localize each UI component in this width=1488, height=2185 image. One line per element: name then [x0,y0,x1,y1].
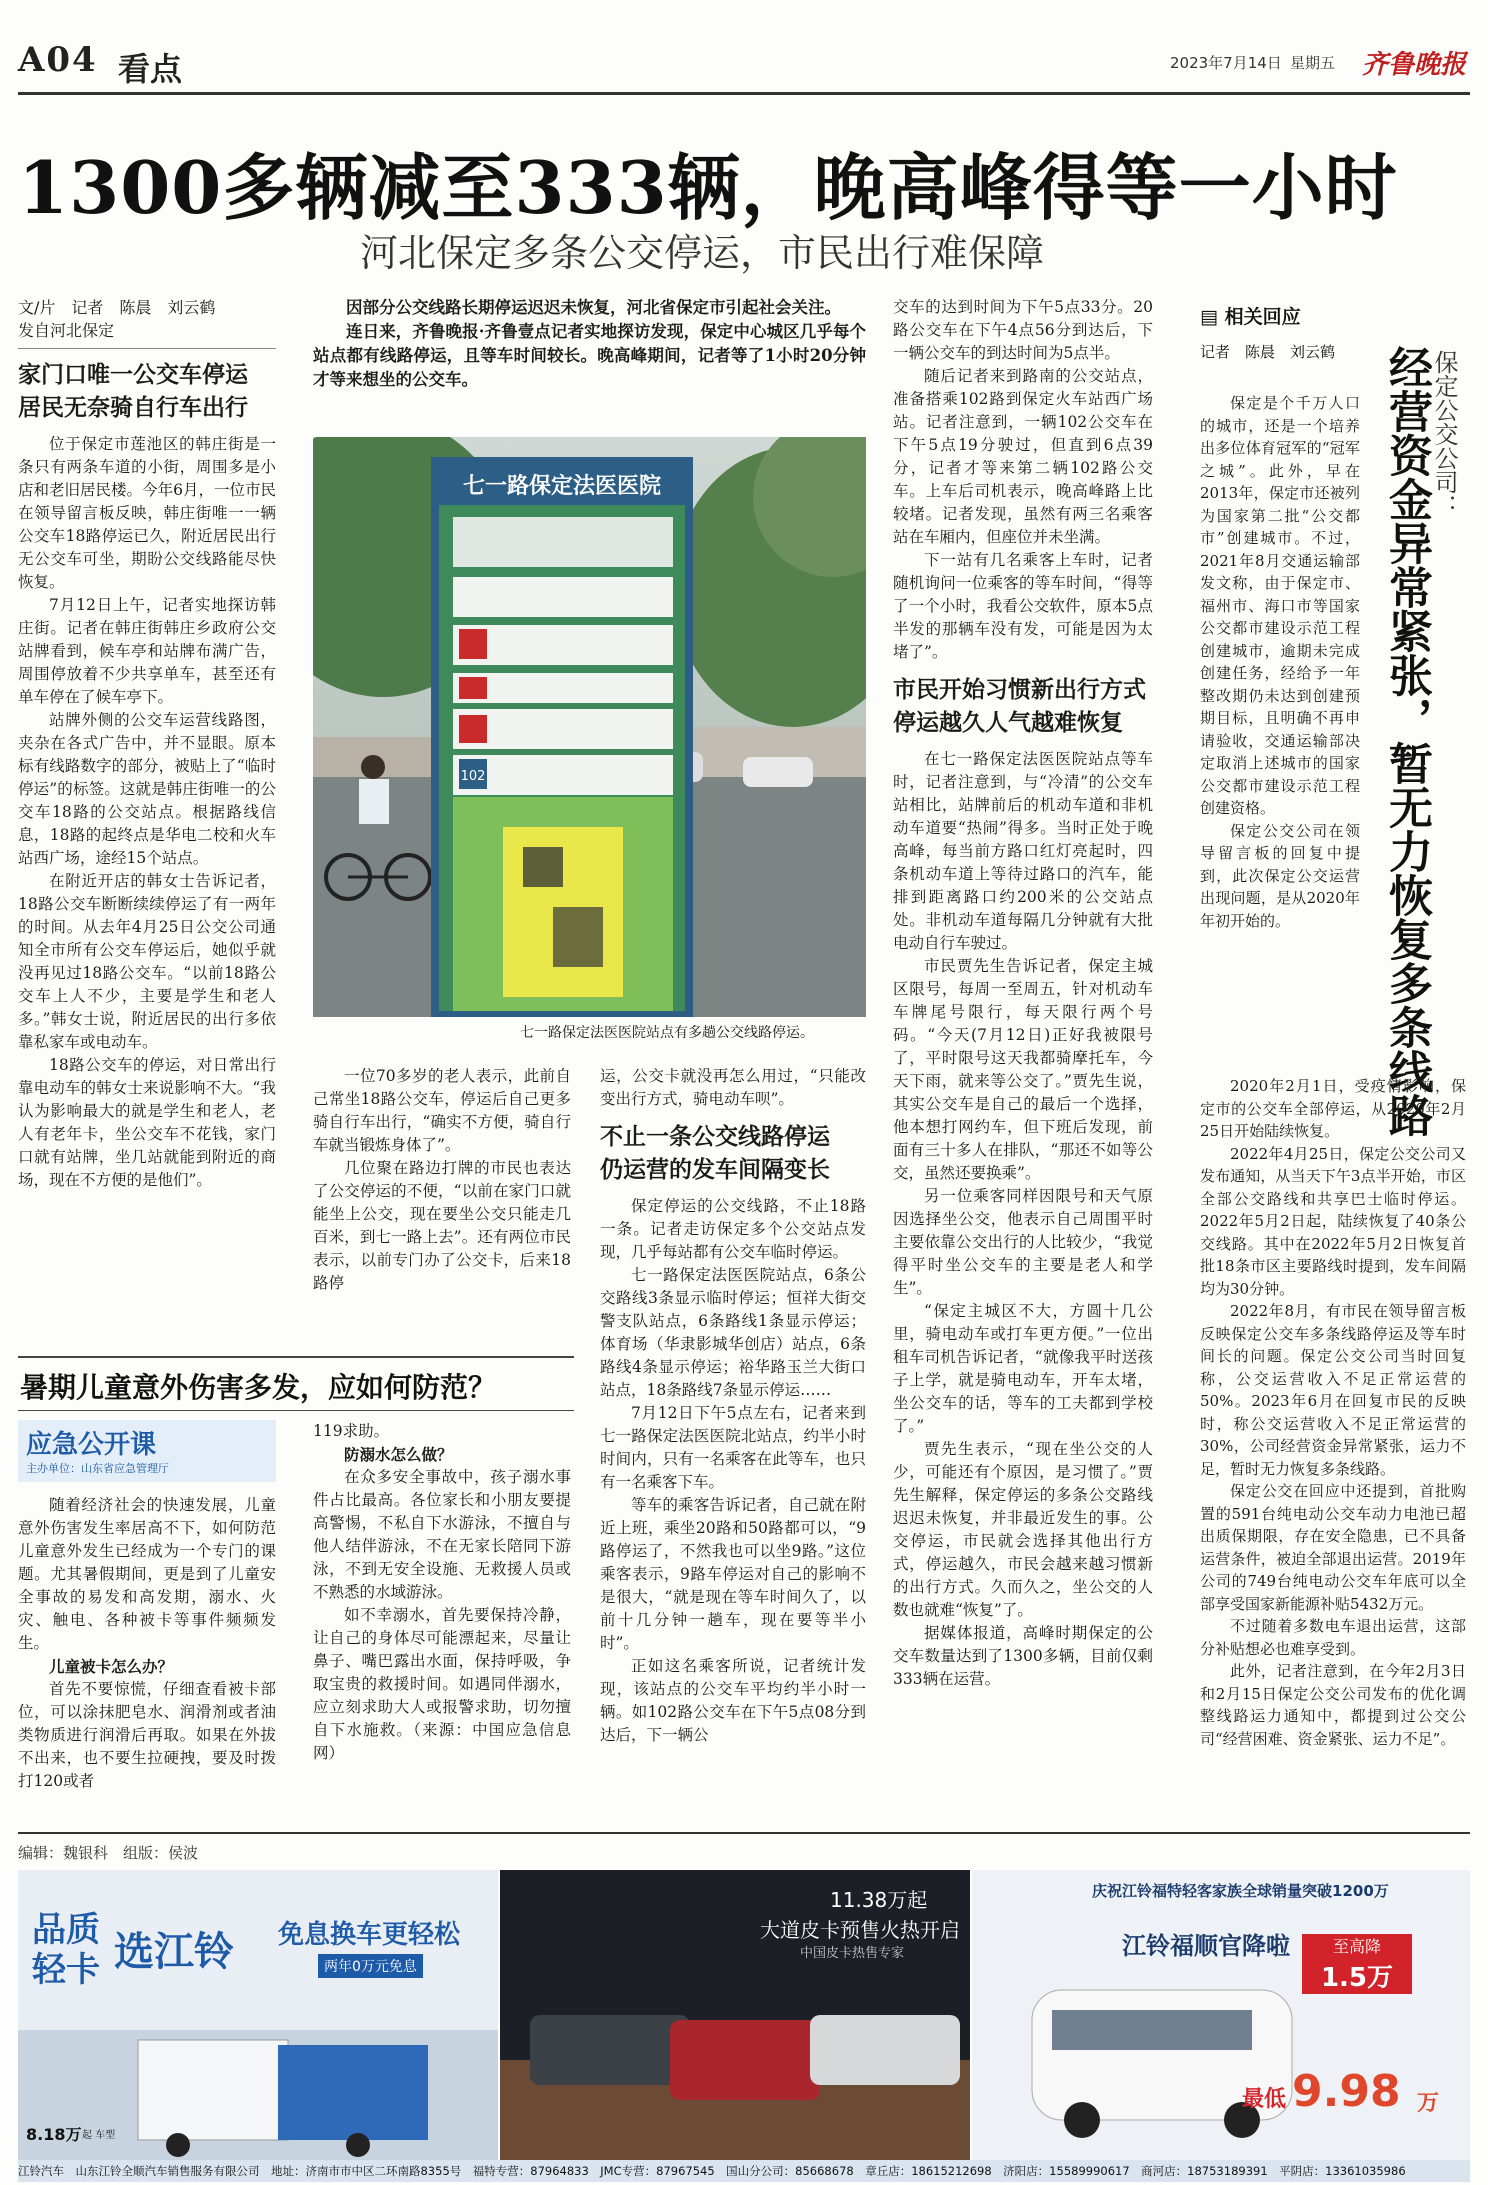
paragraph: 7月12日上午，记者实地探访韩庄街。记者在韩庄街韩庄乡政府公交站牌看到，候车亭和站牌布满广告，周围停放着不少共享单车，甚至还有单车停在了候车亭下。 [18,596,276,706]
paragraph: 2022年4月25日，保定公交公司又发布通知，从当天下午3点半开始，市区全部公交路线和共享巴士临时停运。2022年5月2日起，陆续恢复了40条公交线路。其中在2022年5月2日恢复首批18条市区主要路线时提到，发车间隔均为30分钟。 [1200,1144,1466,1298]
related-wide-column [1200,1075,1466,1750]
column-2 [313,1065,571,1295]
column-4 [893,296,1153,1691]
paragraph: 2020年2月1日，受疫情影响，保定市的公交车全部停运，从2020年2月25日开始陆续恢复。 [1200,1077,1466,1140]
issue-weekday: 星期五 [1290,54,1336,72]
safety-left-column [18,1494,276,1793]
paragraph: 位于保定市莲池区的韩庄街是一条只有两条车道的小街，周围多是小店和老旧居民楼。今年6月，一位市民在领导留言板反映，韩庄街唯一一辆公交车18路停运已久，附近居民出行无公交车可坐，期盼公交线路能尽快恢复。 [18,435,276,591]
related-title: 经营资金异常紧张，暂无力恢复多条线路 [1381,345,1432,1137]
footer-rule [18,1832,1470,1834]
paragraph: 随后记者来到路南的公交站点，准备搭乘102路到保定火车站西广场站。记者注意到，一辆102公交车在下午5点19分驶过，但直到6点39分，记者才等来第二辆102路公交车。上车后司机表示，晚高峰路上比较堵。记者发现，虽然有两三名乘客站在车厢内，但座位并未坐满。 [893,367,1153,546]
badge-title: 应急公开课 [26,1430,157,1460]
ad-discount-badge: 至高降 1.5万 [1302,1934,1412,1994]
ad-slogan: 轻卡 [32,1950,100,1990]
ad-price: 11.38万起 [830,1888,928,1912]
paragraph: 下一站有几名乘客上车时，记者随机询问一位乘客的等车时间，“得等了一个小时，我看公交软件，原本5点半发的那辆车没有发，可能是因为太堵了”。 [893,551,1153,661]
bus-stop-photo [313,437,866,1017]
paragraph: 另一位乘客同样因限号和天气原因选择坐公交，他表示自己周围平时主要依靠公交出行的人比较少，“我觉得平时坐公交车的主要是老人和学生”。 [893,1187,1153,1297]
paragraph: 在附近开店的韩女士告诉记者，18路公交车断断续续停运了有一两年的时间。从去年4月25日公交公司通知全市所有公交车停运后，她似乎就没再见过18路公交车。“以前18路公交车上人不少，主要是学生和老人多。”韩女士说，附近居民的出行多依靠私家车或电动车。 [18,872,276,1051]
paragraph: “保定主城区不大，方圆十几公里，骑电动车或打车更方便。”一位出租车司机告诉记者，“就像我平时送孩子上学，就是骑电动车，开车太堵，坐公交车的话，等车的工夫都到学校了。” [893,1302,1153,1435]
byline-location: 发自河北保定 [18,321,115,340]
ad-dealer-bar: 江铃汽车 山东江铃全顺汽车销售服务有限公司 地址：济南市市中区二环南路8355号 福特专营：87964833 JMC专营：87967545 国山分公司：85668678 章丘店：18615212698 济阳店：15589990617 商河店：18753189391 平阴店：13361035986 [18,2160,1470,2182]
related-label: ▤ 相关回应 [1200,306,1301,328]
paragraph: 正如这名乘客所说，记者统计发现，该站点的公交车平均约半小时一辆。如102路公交车在下午5点08分到达后，下一辆公 [600,1657,866,1744]
paragraph: 保定公交在回应中还提到，首批购置的591台纯电动公交车动力电池已超出质保期限，存在安全隐患，已不具备运营条件，被迫全部退出运营。2019年公司的749台纯电动公交车年底可以全部享受国家新能源补贴5432万元。 [1200,1482,1466,1613]
column-1 [18,296,276,1192]
badge-sponsor: 主办单位：山东省应急管理厅 [26,1462,169,1475]
related-narrow-column [1200,392,1360,932]
paragraph: 随着经济社会的快速发展，儿童意外伤害发生率居高不下，如何防范儿童意外发生已经成为一个专门的课题。尤其暑假期间，更是到了儿童安全事故的易发和高发期，溺水、火灾、触电、各种被卡等事件频频发生。 [18,1496,276,1652]
paragraph: 七一路保定法医医院站点，6条公交路线3条显示临时停运；恒祥大街交警支队站点，6条路线1条显示停运；体育场（华隶影城华创店）站点，6条路线4条显示停运；裕华路玉兰大街口站点，18条路线7条显示停运…… [600,1266,866,1399]
paragraph: 18路公交车的停运，对日常出行靠电动车的韩女士来说影响不大。“我认为影响最大的就是学生和老人，老人有老年卡，坐公交车不花钱，家门口就有站牌，坐几站就能到附近的商场，现在不方便的是他们”。 [18,1056,276,1189]
related-byline: 记者 陈晨 刘云鹤 [1200,343,1336,361]
subheadline: 河北保定多条公交停运，市民出行难保障 [360,231,1045,275]
paragraph: 不过随着多数电车退出运营，这部分补贴想必也难享受到。 [1200,1617,1466,1658]
paragraph: 几位聚在路边打牌的市民也表达了公交停运的不便，“以前在家门口就能坐上公交，现在要坐公交只能走几百米，到七一路上去”。还有两位市民表示，以前专门办了公交卡，后来18路停 [313,1159,571,1292]
ad-price-note: 起 车型 [82,2130,116,2141]
paragraph: 在七一路保定法医医院站点等车时，记者注意到，与“冷清”的公交车站相比，站牌前后的机动车道和非机动车道要“热闹”得多。当时正处于晚高峰，每当前方路口红灯亮起时，四条机动车道上等待过路口的汽车，能排到距离路口约200米的公交站点处。非机动车道每隔几分钟就有大批电动自行车驶过。 [893,750,1153,952]
ad-price: 8.18万 [26,2125,82,2144]
ad-slogan: 选江铃 [114,1929,234,1975]
ad-slogan: 品质 [32,1910,100,1950]
paragraph: 一位70多岁的老人表示，此前自己常坐18路公交车，停运后自己更多骑自行车出行，“确实不方便，骑自行车就当锻炼身体了”。 [313,1067,571,1154]
paragraph: 2022年8月，有市民在领导留言板反映保定公交车多条线路停运及等车时间长的问题。保定公交公司当时回复称，公交运营收入不足正常运营的50%。2023年6月在回复市民的反映时，称公交运营收入不足正常运营的30%，公司经营资金异常紧张，运力不足，暂时无力恢复多条线路。 [1200,1302,1466,1478]
paragraph: 此外，记者注意到，在今年2月3日和2月15日保定公交公司发布的优化调整线路运力通知中，都提到过公交公司“经营困难、资金紧张、运力不足”。 [1200,1662,1466,1748]
paragraph: 贾先生表示，“现在坐公交的人少，可能还有个原因，是习惯了。”贾先生解释，保定停运的多条公交路线迟迟未恢复，并非最近发生的事。公交停运，市民就会选择其他出行方式，停运越久，市民会越来越习惯新的出行方式。久而久之，坐公交的人数也就难“恢复”了。 [893,1440,1153,1619]
paragraph: 保定停运的公交线路，不止18路一条。记者走访保定多个公交站点发现，几乎每站都有公交车临时停运。 [600,1197,866,1261]
ad-jmc-truck[interactable] [18,1870,498,2160]
ad-unit: 万 [1417,2091,1440,2116]
paragraph-continued: 运，公交卡就没再怎么用过，“只能改变出行方式，骑电动车呗”。 [600,1067,866,1108]
paragraph: 首先不要惊慌，仔细查看被卡部位，可以涂抹肥皂水、润滑剂或者油类物质进行润滑后再取。如果在外拔不出来，也不要生拉硬拽，要及时拨打120或者 [18,1680,276,1790]
header-rule [18,92,1470,95]
related-prefix: 保定公交公司： [1430,350,1458,518]
section-subtitle-3: 不止一条公交线路停运 仍运营的发车间隔变长 [600,1124,830,1183]
paragraph: 市民贾先生告诉记者，保定主城区限号，每周一至周五，针对机动车车牌尾号限行，每天限行两个号码。“今天(7月12日)正好我被限号了，平时限号这天我都骑摩托车，今天下雨，就来等公交了。”贾先生说，其实公交车是自己的最后一个选择，他本想打网约车，但下班后发现，前面有三十多人在排队，“那还不如等公交，虽然还要换乘”。 [893,957,1153,1182]
ad-brand: 江铃福顺官降啦 [1122,1932,1290,1960]
photo-caption: 七一路保定法医医院站点有多趟公交线路停运。 [520,1025,814,1041]
ad-pickup[interactable] [500,1870,970,2160]
related-icon: ▤ [1200,306,1218,328]
paragraph-continued: 交车的达到时间为下午5点33分。20路公交车在下午4点56分到达后，下一辆公交车的到达时间为5点半。 [893,298,1153,362]
ad-low-label: 最低 [1242,2087,1287,2112]
ad-slogan: 中国皮卡热售专家 [800,1946,905,1961]
page-number: A04 [18,40,98,80]
question-heading: 儿童被卡怎么办？ [49,1657,174,1676]
ad-ford-van[interactable] [972,1870,1470,2160]
divider [18,348,276,349]
ad-headline: 庆祝江铃福特轻客家族全球销量突破1200万 [1092,1882,1389,1900]
ad-slogan: 免息换车更轻松 [278,1920,461,1950]
paper-logo: 齐鲁晚报 [1362,50,1467,80]
bus-stop-sign [431,457,693,1017]
paragraph: 据媒体报道，高峰时期保定的公交车数量达到了1300多辆，目前仅剩333辆在运营。 [893,1624,1153,1688]
paragraph: 站牌外侧的公交车运营线路图，夹杂在各式广告中，并不显眼。原本标有线路数字的部分，被贴上了“临时停运”的标签。这就是韩庄街唯一的公交车18路的公交站点。根据路线信息，18路的起终点是华电二校和火车站西广场，途经15个站点。 [18,711,276,867]
question-heading: 防溺水怎么做？ [344,1445,453,1464]
paragraph: 如不幸溺水，首先要保持冷静，让自己的身体尽可能漂起来，尽量让鼻子、嘴巴露出水面，保持呼吸，争取宝贵的救援时间。如遇同伴溺水，应立刻求助大人或报警求助，切勿擅自下水施救。（来源：中国应急信息网） [313,1606,571,1762]
paragraph-continued: 119求助。 [313,1422,390,1440]
editor-credits: 编辑：魏银科 组版：侯波 [18,1844,199,1862]
paragraph: 保定公交公司在领导留言板的回复中提到，此次保定公交运营出现问题，是从2020年年初开始的。 [1200,821,1360,930]
safety-badge [18,1420,276,1482]
section-subtitle-1: 家门口唯一公交车停运 居民无奈骑自行车出行 [18,362,248,421]
column-3 [600,1065,866,1747]
paragraph: 在众多安全事故中，孩子溺水事件占比最高。各位家长和小朋友要提高警惕，不私自下水游泳，不擅自与他人结伴游泳，不在无家长陪同下游泳，不到无安全设施、无救援人员或不熟悉的水域游泳。 [313,1468,571,1601]
paragraph: 保定是个千万人口的城市，还是一个培养出多位体育冠军的“冠军之城”。此外，早在2013年，保定市还被列为国家第二批“公交都市”创建城市。不过，2021年8月交通运输部发文称，由于保定市、福州市、海口市等国家公交都市建设示范工程创建城市，逾期未完成创建任务，经给予一年整改期仍未达到创建预期目标，且明确不再申请验收，交通运输部决定取消上述城市的国家公交都市建设示范工程创建资格。 [1200,394,1360,817]
safety-box-title: 暑期儿童意外伤害多发，应如何防范？ [20,1371,497,1404]
ad-slogan: 大道皮卡预售火热开启 [760,1918,960,1942]
issue-date: 2023年7月14日 [1170,54,1282,72]
paragraph: 7月12日下午5点左右，记者来到七一路保定法医医院北站点，约半小时时间内，只有一名乘客在此等车，也只有一名乘客下车。 [600,1404,866,1491]
section-name: 看点 [118,50,183,88]
safety-box-header [18,1356,574,1411]
ad-low-price: 9.98 [1292,2066,1401,2117]
headline: 1300多辆减至333辆，晚高峰得等一小时 [18,145,1398,230]
byline: 文/片 记者 陈晨 刘云鹤 [18,298,216,317]
safety-right-column [313,1420,571,1765]
route-number: 102 [460,769,486,784]
section-subtitle-4: 市民开始习惯新出行方式 停运越久人气越难恢复 [893,677,1146,736]
paragraph: 等车的乘客告诉记者，自己就在附近上班，乘坐20路和50路都可以，“9路停运了，不然我也可以坐9路。”这位乘客表示，9路车停运对自己的影响不是很大，“就是现在等车时间久了，以前十几分钟一趟车，现在要等半小时”。 [600,1496,866,1652]
ad-slogan: 两年0万元免息 [318,1954,423,1978]
sign-title: 七一路保定法医医院 [462,474,662,499]
article-intro: 因部分公交线路长期停运迟迟未恢复，河北省保定市引起社会关注。 连日来，齐鲁晚报·齐鲁壹点记者实地探访发现，保定中心城区几乎每个站点都有线路停运，且等车时间较长。晚高峰期间，记者等了1小时20分钟才等来想坐的公交车。 [313,298,866,389]
